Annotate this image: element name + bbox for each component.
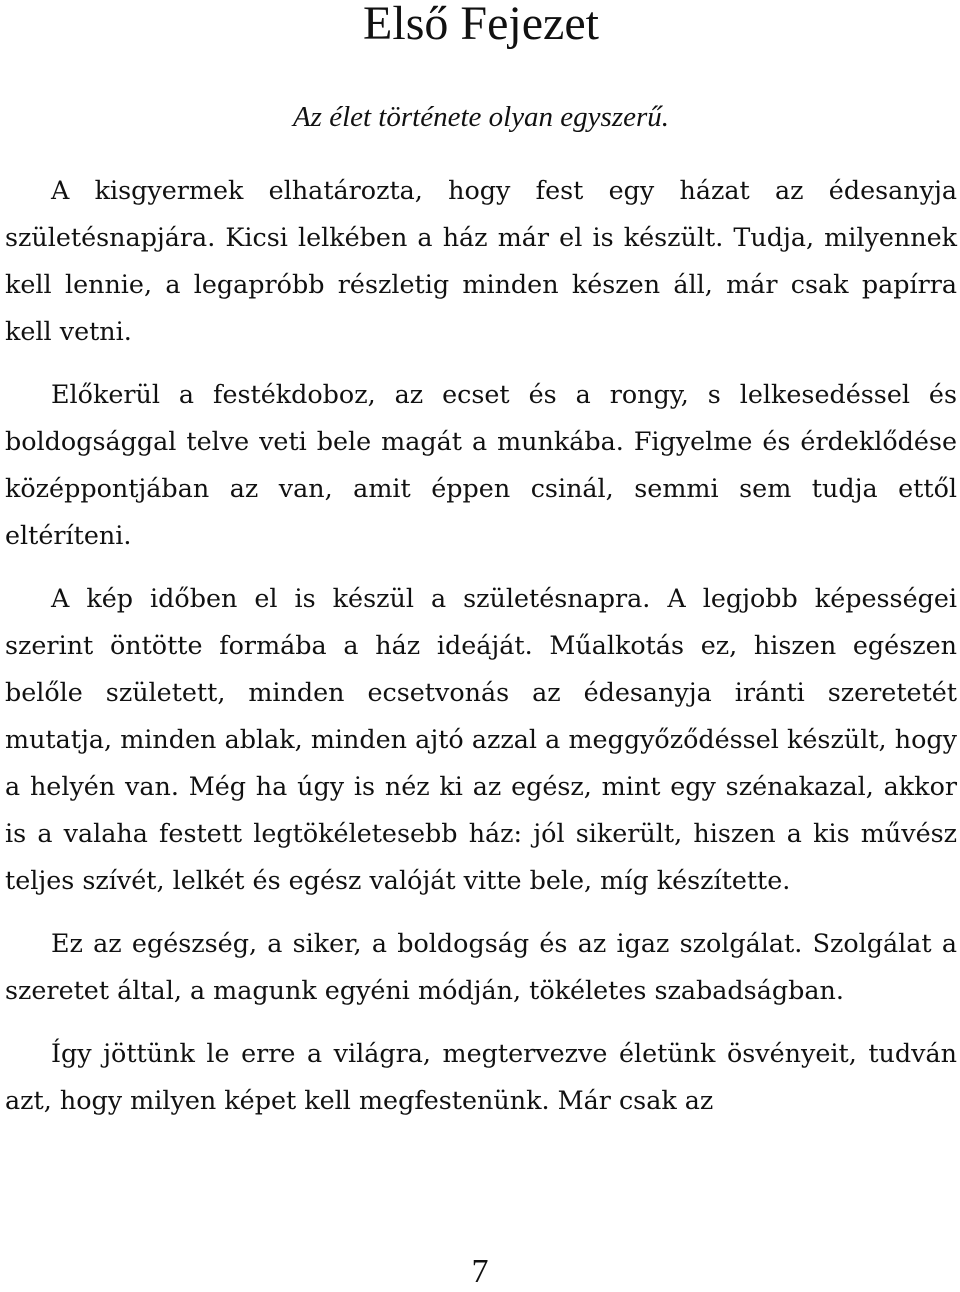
- paragraph-1: A kisgyermek elhatározta, hogy fest egy házat az édesanyja születésnapjára. Kicsi lelkében a ház már el is készült. Tudja, milyennek kell lennie, a legapróbb részletig minden készen áll, már csak papírra kell vetni.: [5, 175, 957, 346]
- paragraph-4: Ez az egészség, a siker, a boldogság és az igaz szolgálat. Szolgálat a szeretet által, a magunk egyéni módján, tökéletes szabadságban.: [5, 928, 957, 1005]
- page-number: 7: [471, 1253, 489, 1290]
- paragraph-3: A kép időben el is készül a születésnapra. A legjobb képességei szerint öntötte formába a ház ideáját. Műalkotás ez, hiszen egészen belőle született, minden ecsetvonás az édesanyja iránti szeretetét mutatja, minden ablak, minden ajtó azzal a meggyőződéssel készült, hogy a helyén van. Még ha úgy is néz ki az egész, mint egy szénakazal, akkor is a valaha festett legtökéletesebb ház: jól sikerült, hiszen a kis művész teljes szívét, lelkét és egész valóját vitte bele, míg készítette.: [5, 583, 957, 895]
- paragraph-2: Előkerül a festékdoboz, az ecset és a rongy, s lelkesedéssel és boldogsággal telve veti bele magát a munkába. Figyelme és érdeklődése középpontjában az van, amit éppen csinál, semmi sem tudja ettől eltéríteni.: [5, 379, 957, 550]
- book-page: [5, 0, 957, 1124]
- paragraph-5: Így jöttünk le erre a világra, megtervezve életünk ösvényeit, tudván azt, hogy milyen képet kell megfestenünk. Már csak az: [5, 1038, 957, 1115]
- chapter-epigraph: Az élet története olyan egyszerű.: [292, 101, 670, 133]
- chapter-title: Első Fejezet: [363, 0, 599, 50]
